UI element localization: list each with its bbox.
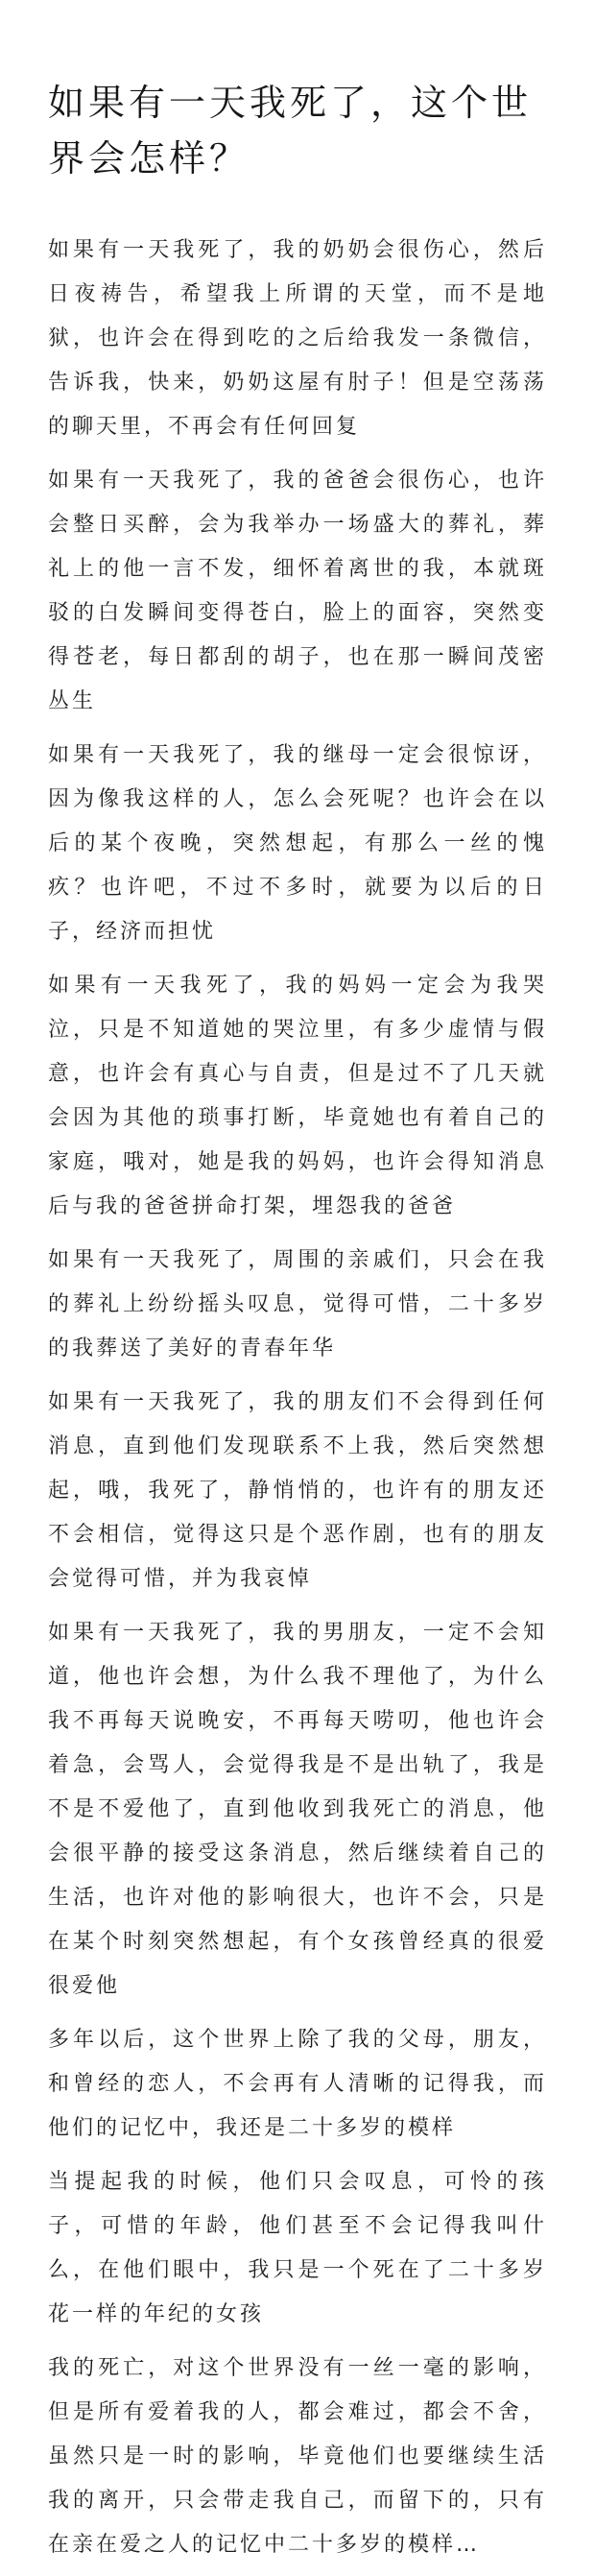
paragraph-stepmother: 如果有一天我死了，我的继母一定会很惊讶，因为像我这样的人，怎么会死呢？也许会在以后的某个夜晚，突然想起，有那么一丝的愧疚？也许吧，不过不多时，就要为以后的日子，经济而担忧 [48,743,547,944]
paragraph-mother: 如果有一天我死了，我的妈妈一定会为我哭泣，只是不知道她的哭泣里，有多少虚情与假意，也许会有真心与自责，但是过不了几天就会因为其他的琐事打断，毕竟她也有着自己的家庭，哦对，她是我的妈妈，也许会得知消息后与我的爸爸拼命打架，埋怨我的爸爸 [48,974,547,1218]
paragraph-relatives: 如果有一天我死了，周围的亲戚们，只会在我的葬礼上纷纷摇头叹息，觉得可惜，二十多岁的我葬送了美好的青春年华 [48,1248,547,1360]
paragraph-years-later: 多年以后，这个世界上除了我的父母，朋友，和曾经的恋人，不会再有人清晰的记得我，而他们的记忆中，我还是二十多岁的模样 [48,2028,547,2140]
paragraph-father: 如果有一天我死了，我的爸爸会很伤心，也许会整日买醉，会为我举办一场盛大的葬礼，葬礼上的他一言不发，细怀着离世的我，本就斑驳的白发瞬间变得苍白，脸上的面容，突然变得苍老，每日都刮的胡子，也在那一瞬间茂密丛生 [48,469,547,713]
paragraph-friends: 如果有一天我死了，我的朋友们不会得到任何消息，直到他们发现联系不上我，然后突然想起，哦，我死了，静悄悄的，也许有的朋友还不会相信，觉得这只是个恶作剧，也有的朋友会觉得可惜，并为我哀悼 [48,1390,547,1591]
paragraph-conclusion: 我的死亡，对这个世界没有一丝一毫的影响，但是所有爱着我的人，都会难过，都会不舍，虽然只是一时的影响，毕竟他们也要继续生活我的离开，只会带走我自己，而留下的，只有在亲在爱之人的记忆中二十多岁的模样… [48,2356,547,2557]
paragraph-boyfriend: 如果有一天我死了，我的男朋友，一定不会知道，他也许会想，为什么我不理他了，为什么我不再每天说晚安，不再每天唠叨，他也许会着急，会骂人，会觉得我是不是出轨了，我是不是不爱他了，直到他收到我死亡的消息，他会很平静的接受这条消息，然后继续着自己的生活，也许对他的影响很大，也许不会，只是在某个时刻突然想起，有个女孩曾经真的很爱很爱他 [48,1621,547,1998]
article-body [48,229,547,2567]
paragraph-grandma: 如果有一天我死了，我的奶奶会很伤心，然后日夜祷告，希望我上所谓的天堂，而不是地狱，也许会在得到吃的之后给我发一条微信，告诉我，快来，奶奶这屋有肘子！但是空荡荡的聊天里，不再会有任何回复 [48,238,547,439]
article-title: 如果有一天我死了，这个世界会怎样？ [48,82,533,180]
paragraph-remembered: 当提起我的时候，他们只会叹息，可怜的孩子，可惜的年龄，他们甚至不会记得我叫什么，在他们眼中，我只是一个死在了二十多岁花一样的年纪的女孩 [48,2170,547,2326]
